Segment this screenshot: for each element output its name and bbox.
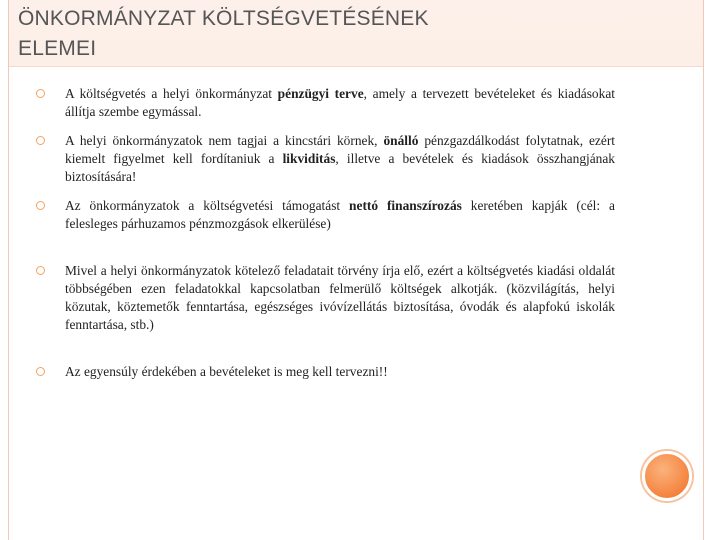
bullet-2-text-a: A helyi önkormányzatok nem tagjai a kincstári körnek, [65,133,384,148]
bullet-1-text-a: A költségvetés a helyi önkormányzat [65,86,278,101]
decorative-orange-circle [642,451,692,501]
slide-title [18,4,658,64]
bullet-item-2 [30,132,615,186]
bullet-circle-icon [36,136,45,145]
bullet-4-text: Mivel a helyi önkormányzatok kötelező feladatait törvény írja elő, ezért a költségvetés kiadási oldalát többségében ezen feladatokkal kapcsolatban felmerülő költségek alkotják. (közvilágítás, helyi közutak, köztemetők fenntartása, egészséges ivóvízellátás biztosítása, óvodák és alapfokú iskolák fenntartása, stb.) [65,263,615,332]
bullet-item-5 [30,363,615,381]
bullet-item-4 [30,262,615,334]
bullet-circle-icon [36,89,45,98]
bullet-1-text-b: , amely a tervezett bevételeket és kiadásokat állítja szembe egymással. [65,86,615,119]
bullet-circle-icon [36,367,45,376]
bullet-item-1 [30,85,615,121]
bullet-5-text: Az egyensúly érdekében a bevételeket is meg kell tervezni!! [65,364,388,379]
bullet-1-bold-a: pénzügyi terve [277,86,364,101]
left-border-rule [8,0,9,540]
slide-title-line-1: ÖNKORMÁNYZAT KÖLTSÉGVETÉSÉNEK [18,7,429,30]
bullet-list [30,85,615,381]
bullet-2-text-b: pénzgazdálkodást folytatnak, ezért kiemelt figyelmet kell fordítaniuk a [65,133,616,166]
bullet-3-bold-a: nettó finanszírozás [349,198,462,213]
bullet-2-text-c: , illetve a bevételek és kiadások összhangjának biztosítására! [65,151,616,184]
bullet-3-text-a: Az önkormányzatok a költségvetési támogatást [65,198,350,213]
right-border-rule [703,0,704,540]
bullet-circle-icon [36,266,45,275]
bullet-circle-icon [36,201,45,210]
bullet-2-bold-a: önálló [383,133,419,148]
bullet-item-3 [30,197,615,233]
bullet-3-text-b: keretében kapják (cél: a felesleges párhuzamos pénzmozgások elkerülése) [65,198,615,231]
slide-title-line-2: ELEMEI [18,37,97,60]
bullet-2-bold-b: likviditás [282,151,336,166]
